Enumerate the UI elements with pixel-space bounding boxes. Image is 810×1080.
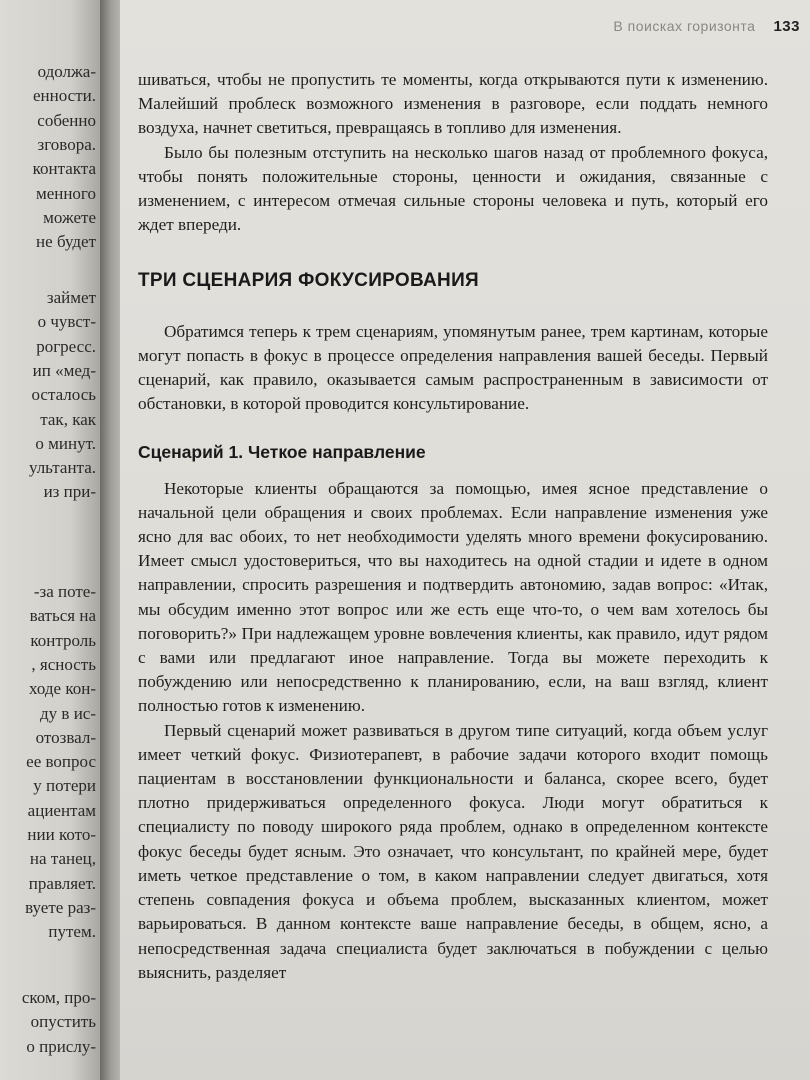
previous-page-line: нии кото- [27, 825, 96, 844]
previous-page-line: займет [46, 288, 96, 307]
previous-page-line: отозвал- [35, 727, 96, 747]
previous-page-line: так, как [40, 409, 96, 429]
paragraph-clear-direction: Некоторые клиенты обращаются за помощью, имея ясное представление о начальной цели обращения и своих проблемах. Если направление изменения уже ясно для вас обоих, то нет необходимости уделять много времени фокусированию. Имеет смысл удостовериться, что вы находитесь на одной стадии и идете в одном направлении, спросить разрешения и подтвердить автономию, задав вопрос: «Итак, мы обсудим именно этот вопрос или же есть еще что-то, о чем вам хотелось бы поговорить?» При надлежащем уровне вовлечения клиенты, как правило, идут рядом с вами или предлагают иное направление. Тогда вы можете переходить к побуждению или непосредственно к планированию, если, на ваш взгляд, клиент полностью готов к изменению. [138, 478, 768, 716]
previous-page-line: одолжа- [37, 62, 96, 81]
previous-page-line: путем. [48, 922, 96, 942]
previous-page-line: можете [43, 207, 96, 227]
previous-page-line: ском, про- [21, 988, 96, 1007]
previous-page-line: на танец, [29, 849, 96, 869]
previous-page-line: , ясность [31, 654, 96, 674]
previous-page-line: правляет. [28, 873, 96, 893]
previous-page-line: ваться на [29, 606, 96, 626]
previous-page-line: вуете раз- [25, 897, 96, 917]
scenario-1-heading: Сценарий 1. Четкое направление [138, 442, 426, 463]
previous-page-line: из при- [43, 482, 96, 502]
previous-page-line: контроль [30, 630, 96, 650]
page-body [138, 68, 768, 985]
previous-page-line: менного [35, 183, 96, 203]
previous-page-line: -за поте- [33, 582, 96, 601]
previous-page-line: у потери [33, 776, 96, 796]
previous-page-line: рогресс. [36, 336, 96, 356]
paragraph-three-scenarios: Обратимся теперь к трем сценариям, упомянутым ранее, трем картинам, которые могут попасть в фокус в процессе определения направления вашей беседы. Первый сценарий, как правило, оказывается самым распространенным в зависимости от обстановки, в которой проводится консультирование. [138, 321, 768, 414]
previous-page-line: о минут. [35, 433, 96, 453]
previous-page-line: ип «мед- [32, 360, 96, 380]
previous-page-line: контакта [32, 159, 96, 179]
previous-page-line: не будет [36, 232, 96, 252]
previous-page-line: опустить [30, 1012, 96, 1032]
current-page [120, 0, 810, 1080]
previous-page-line: собенно [37, 110, 96, 130]
previous-page-line: ультанта. [28, 458, 96, 478]
paragraph-step-back: Было бы полезным отступить на несколько шагов назад от проблемного фокуса, чтобы понять положительные стороны, ценности и ожидания, связанные с изменением, с интересом отмечая сильные стороны человека и путь, который его ждет впереди. [138, 142, 768, 235]
previous-page [0, 0, 100, 1080]
previous-page-line: ходе кон- [29, 679, 96, 699]
paragraph-physiotherapist: Первый сценарий может развиваться в другом типе ситуаций, когда объем услуг имеет четкий фокус. Физиотерапевт, в рабочие задачи которого входит помощь пациентам в восстановлении функциональности и баланса, скорее всего, будет плотно придерживаться определенного фокуса. Люди могут обратиться к специалисту по поводу широкого ряда проблем, однако в определенном контексте фокус беседы будет ясным. Это означает, что консультант, по крайней мере, будет иметь четкое представление о том, в каком направлении следует двигаться, хотя степень совпадения фокуса и объема проблем, высказанных клиентом, может варьироваться. В данном контексте ваше направление беседы, в общем, ясно, а непосредственная задача специалиста будет заключаться в побуждении с целью выяснить, разделяет [138, 720, 768, 982]
running-head-title: В поисках горизонта [613, 18, 756, 34]
previous-page-line: зговора. [37, 134, 96, 154]
previous-page-line: ее вопрос [26, 752, 96, 772]
page-number: 133 [773, 18, 800, 35]
paragraph-continued: шиваться, чтобы не пропустить те моменты, когда открываются пути к изменению. Малейший проблеск возможного изменения в разговоре, если поддать немного воздуха, начнет светиться, превращаясь в топливо для изменения. [138, 70, 768, 138]
previous-page-line: о чувст- [37, 312, 96, 332]
running-head [613, 18, 800, 35]
previous-page-line: осталось [31, 385, 96, 405]
previous-page-line: ациентам [27, 800, 96, 820]
previous-page-line: о прислу- [26, 1036, 96, 1056]
section-heading: ТРИ СЦЕНАРИЯ ФОКУСИРОВАНИЯ [138, 270, 479, 292]
previous-page-line: ду в ис- [40, 703, 96, 723]
previous-page-line: енности. [33, 86, 96, 106]
